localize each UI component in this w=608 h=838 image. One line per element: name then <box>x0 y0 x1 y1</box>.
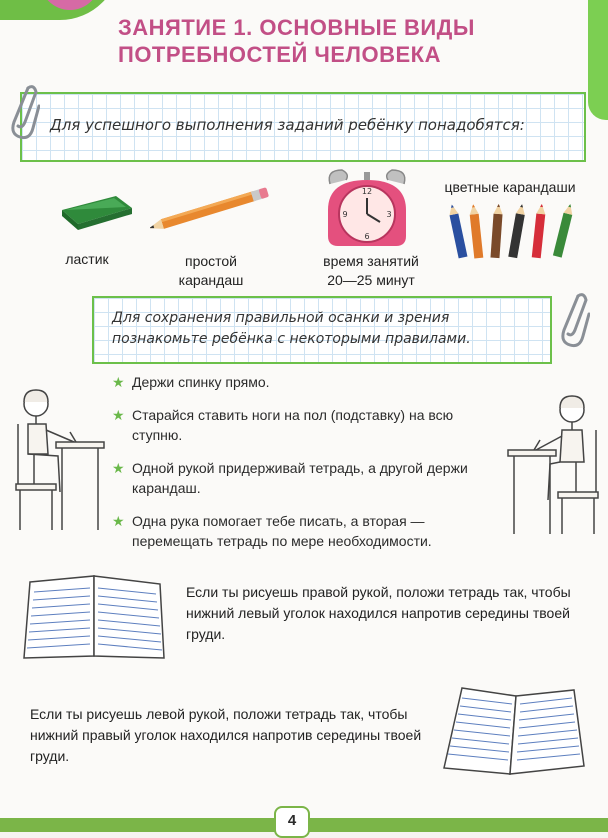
page-number: 4 <box>274 806 310 838</box>
girl-at-desk-illustration <box>14 384 106 534</box>
title-line-1: ОСНОВНЫЕ ВИДЫ <box>252 15 475 40</box>
posture-rules-list <box>112 372 502 564</box>
list-item <box>112 372 502 392</box>
alarm-clock-icon <box>320 166 414 250</box>
title-line-2: ПОТРЕБНОСТЕЙ ЧЕЛОВЕКА <box>118 42 441 67</box>
paperclip-icon <box>6 82 40 142</box>
pencil-label-line1: простой <box>184 253 237 269</box>
star-bullet-icon: ★ <box>112 374 125 390</box>
right-hand-instruction: Если ты рисуешь правой рукой, положи тетрадь так, чтобы нижний левый уголок находился напротив середины твоей груди. <box>186 584 571 642</box>
boy-at-desk-illustration <box>506 388 602 536</box>
svg-text:3: 3 <box>386 210 392 219</box>
materials-intro: Для успешного выполнения заданий ребёнку понадобятся: <box>50 116 525 134</box>
pencil-label-line2: карандаш <box>178 272 244 288</box>
pencil-label <box>166 252 256 290</box>
time-label-line2: 20—25 минут <box>327 272 415 288</box>
paperclip-icon <box>556 290 590 350</box>
list-item <box>112 511 502 551</box>
edge-decoration <box>588 0 608 120</box>
star-bullet-icon: ★ <box>112 513 125 529</box>
colored-pencils-icon <box>446 204 586 268</box>
rule-text: Старайся ставить ноги на пол (подставку) на всю ступню. <box>132 407 454 443</box>
eraser-label: ластик <box>65 251 109 267</box>
svg-text:6: 6 <box>364 232 370 241</box>
rule-text: Держи спинку прямо. <box>132 374 270 390</box>
posture-intro-line1: Для сохранения правильной осанки и зрения <box>112 310 450 326</box>
svg-text:12: 12 <box>361 187 373 196</box>
pencil-icon <box>150 186 280 230</box>
page-title <box>118 14 475 68</box>
materials-note <box>20 92 586 162</box>
left-hand-instruction: Если ты рисуешь левой рукой, положи тетрадь так, чтобы нижний правый уголок находился напротив середины твоей груди. <box>30 706 422 764</box>
list-item <box>112 458 502 498</box>
open-notebook-illustration <box>20 570 168 662</box>
svg-text:9: 9 <box>342 210 348 219</box>
rule-text: Одной рукой придерживай тетрадь, а другой держи карандаш. <box>132 460 468 496</box>
time-label <box>306 252 436 290</box>
star-bullet-icon: ★ <box>112 460 125 476</box>
open-notebook-illustration <box>440 684 588 780</box>
eraser-icon <box>56 190 136 232</box>
rule-text: Одна рука помогает тебе писать, а вторая — перемещать тетрадь по мере необходимости. <box>132 513 432 549</box>
colored-pencils-label: цветные карандаши <box>444 179 576 195</box>
posture-intro <box>112 308 471 350</box>
posture-intro-line2: познакомьте ребёнка с некоторыми правилами. <box>112 331 471 347</box>
list-item <box>112 405 502 445</box>
star-bullet-icon: ★ <box>112 407 125 423</box>
lesson-number: ЗАНЯТИЕ 1. <box>118 15 253 40</box>
time-label-line1: время занятий <box>323 253 419 269</box>
posture-note <box>92 296 552 364</box>
